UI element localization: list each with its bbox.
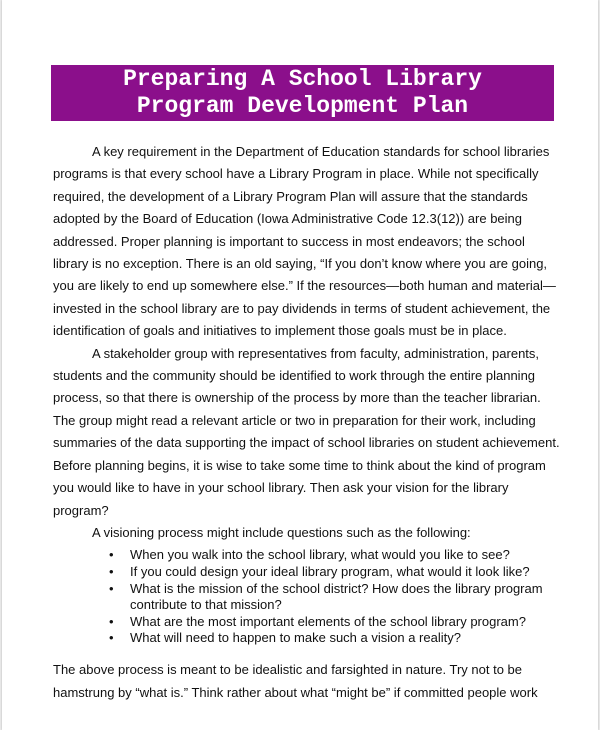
- list-item: [109, 564, 563, 581]
- paragraph-stakeholders: A stakeholder group with representatives from faculty, administration, parents, students and the community should be identified to work through the entire planning process, so that there is ownership of the process by more than the teacher librarian. The group might read a relevant article or two in preparation for their work, including summaries of the data supporting the impact of school libraries on student achievement. Before planning begins, it is wise to take some time to think about the kind of program you would like to have in your school library. Then ask your vision for the library program?: [53, 345, 560, 518]
- paragraph-closing: The above process is meant to be idealistic and farsighted in nature. Try not to be hamstrung by “what is.” Think rather about what “might be” if committed people work: [53, 661, 538, 700]
- list-item: [109, 630, 563, 647]
- title-banner: [51, 65, 554, 121]
- bullet-icon: •: [109, 563, 114, 579]
- list-item-text: When you walk into the school library, what would you like to see?: [130, 547, 510, 563]
- list-item: [109, 614, 563, 631]
- bullet-icon: •: [109, 580, 114, 596]
- bullet-icon: •: [109, 547, 114, 563]
- bullet-icon: •: [109, 613, 114, 629]
- list-item: [109, 547, 563, 564]
- document-page: [2, 0, 598, 730]
- visioning-questions-list: [53, 547, 563, 647]
- bullet-icon: •: [109, 630, 114, 646]
- list-item-text: What are the most important elements of the school library program?: [130, 613, 526, 629]
- list-item-text: What will need to happen to make such a vision a reality?: [130, 630, 461, 646]
- paragraph-requirement: A key requirement in the Department of Education standards for school libraries programs is that every school have a Library Program in place. While not specifically required, the development of a Library Program Plan will assure that the standards adopted by the Board of Education (Iowa Administrative Code 12.3(12)) are being addressed. Proper planning is important to success in most endeavors; the school library is no exception. There is an old saying, “If you don’t know where you are going, you are likely to end up somewhere else.” If the resources—both human and material—invested in the school library are to pay dividends in terms of student achievement, the identification of goals and initiatives to implement those goals must be in place.: [53, 144, 556, 339]
- document-body: [53, 141, 563, 704]
- list-item-text: What is the mission of the school district? How does the library program contribute to that mission?: [130, 580, 543, 613]
- list-item: [109, 581, 563, 614]
- list-item-text: If you could design your ideal library program, what would it look like?: [130, 563, 530, 579]
- paragraph-visioning-intro: A visioning process might include questions such as the following:: [92, 524, 471, 540]
- title-line-1: Preparing A School Library: [123, 66, 482, 92]
- title-line-2: Program Development Plan: [136, 93, 469, 119]
